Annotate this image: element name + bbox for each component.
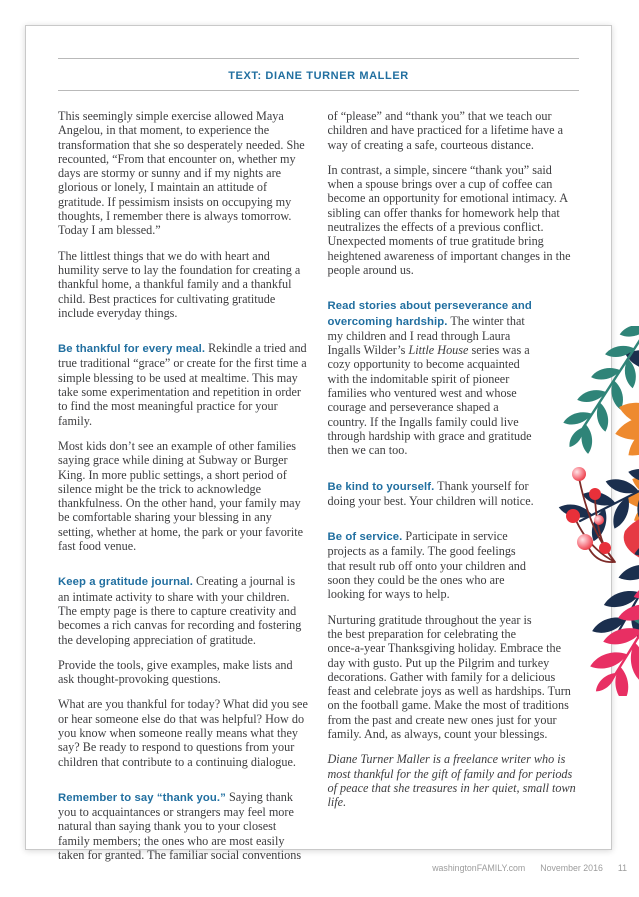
right-column: [328, 109, 580, 873]
footer: [432, 863, 627, 873]
paragraph: Nurturing gratitude throughout the year is the best preparation for celebrating the once-a-year Thanksgiving holiday. Embrace the day with gusto. Put up the Pilgrim and turkey decorations. Gather with family for a delicious feast and celebrate joys as well as hardships. Turn on the football game. Make the most of traditions from the past and create new ones just for your family. And, as always, count your blessings.: [327, 612, 571, 741]
paragraph-lead: Be thankful for every meal.: [58, 343, 206, 356]
paragraph: In contrast, a simple, sincere “thank you” said when a spouse brings over a cup of coffee can become an opportunity for emotional intimacy. A sibling can offer thanks for homework help that neutralizes the effects of a previous conflict. Unexpected moments of true gratitude bring heightened awareness of important changes in the people around us.: [327, 162, 571, 277]
article-body: [58, 109, 579, 873]
paragraph: What are you thankful for today? What did you see or hear someone else do that was helpful? How do you know when someone really means what they say? Be ready to respond to questions from your children that contribute to a continuing dialogue.: [58, 697, 308, 769]
teal-branch-icon: [555, 326, 639, 461]
paragraph-lead: Be of service.: [327, 531, 403, 544]
paragraph-lead: Be kind to yourself.: [327, 480, 435, 493]
paragraph-lead: Keep a gratitude journal.: [58, 576, 193, 589]
paragraph: This seemingly simple exercise allowed Maya Angelou, in that moment, to experience the transformation that she so desperately needed. She recounted, “From that encounter on, whether my days are stormy or sunny and if my nights are glorious or lonely, I maintain an attitude of gratitude. If pessimism insists on occupying my thoughts, I remember there is always tomorrow. Today I am blessed.”: [58, 109, 305, 238]
paragraph: Remember to say “thank you.” Saying thank you to acquaintances or strangers may feel more natural than saying thank you to your closest family members; the ones who are most easily taken for granted. The familiar social conventions: [58, 789, 302, 863]
paragraph: Be kind to yourself. Thank yourself for doing your best. Your children will notice.: [327, 478, 534, 508]
footer-page-number: 11: [617, 863, 627, 873]
left-column: [58, 109, 310, 873]
paragraph: of “please” and “thank you” that we teach our children and have practiced for a lifetime have a way of creating a safe, courteous distance.: [327, 109, 564, 152]
paragraph-lead: Remember to say “thank you.”: [58, 791, 226, 804]
paragraph: Keep a gratitude journal. Creating a journal is an intimate activity to share with your children. The empty page is there to capture creativity and becomes a rich canvas for recording and fostering the developing appreciation of gratitude.: [58, 574, 302, 647]
paragraph: Be thankful for every meal. Rekindle a tried and true traditional “grace” or create for the first time a simple blessing to be used at mealtime. This may take some experimentation and repetition in order to find the most meaningful practice for your family.: [58, 341, 307, 428]
footer-site: washingtonFAMILY.com: [432, 863, 526, 873]
paragraph: Provide the tools, give examples, make lists and ask thought-provoking questions.: [58, 657, 293, 687]
paragraph-lead: Read stories about perseverance and overcoming hardship.: [327, 300, 532, 328]
header-kicker: TEXT: DIANE TURNER MALLER: [228, 70, 409, 82]
author-bio: Diane Turner Maller is a freelance writer who is most thankful for the gift of family and for periods of peace that she treasures in her quiet, small town life.: [327, 752, 576, 810]
footer-issue: November 2016: [540, 863, 603, 873]
paragraph: Most kids don’t see an example of other families saying grace while dining at Subway or Burger King. In more public settings, a short period of silence might be the trick to acknowledge thankfulness. On the other hand, your family may be comfortable sharing your blessing in any setting, whether at home, the park or your favorite fast food venue.: [58, 438, 304, 554]
book-title: Little House: [408, 343, 469, 358]
floral-illustration: [555, 326, 639, 696]
header-rule-block: [58, 58, 579, 91]
paragraph: Be of service. Participate in service projects as a family. The good feelings that result rub off onto your children and soon they could be the ones who are looking for ways to help.: [327, 529, 526, 602]
paragraph: Read stories about perseverance and overcoming hardship. The winter that my children and I read through Laura Ingalls Wilder’s Little House series was a cozy opportunity to become acquainted with the indomitable spirit of pioneer families who ventured west and whose courage and perseverance shaped a country. If the Ingalls family could live through hardship with grace and gratitude then we can too.: [328, 298, 580, 457]
paragraph: The littlest things that we do with heart and humility serve to lay the foundation for creating a thankful home, a thankful family and a thankful child. Best practices for cultivating gratitude include everyday things.: [58, 248, 301, 320]
magazine-page: [25, 25, 612, 863]
